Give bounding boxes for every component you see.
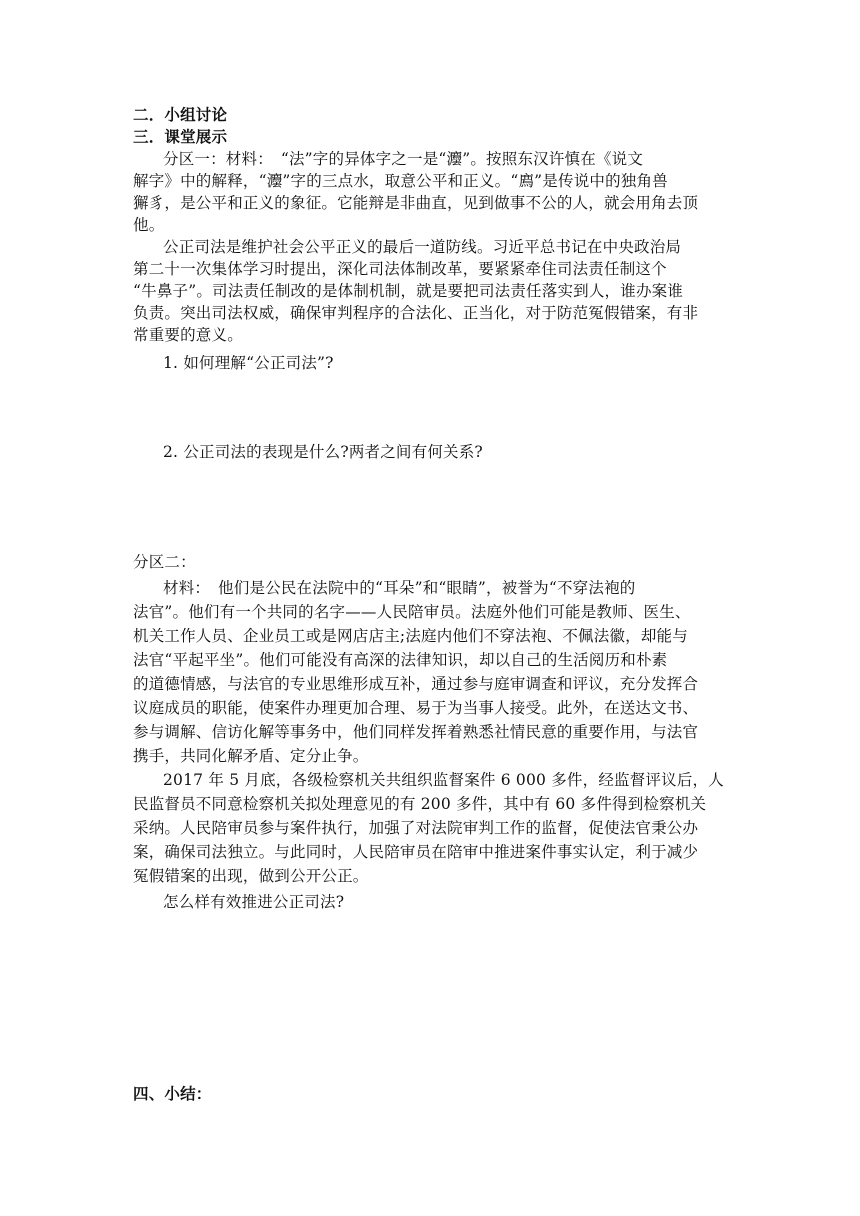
zone2-line: 议庭成员的职能，使案件办理更加合理、易于为当事人接受。此外，在送达文书、 (133, 699, 699, 717)
zone1-line: 负责。突出司法权威，确保审判程序的合法化、正当化，对于防范冤假错案，有非 (133, 304, 699, 322)
zone2-line: 的道德情感，与法官的专业思维形成互补，通过参与庭审调查和评议，充分发挥合 (133, 675, 699, 693)
zone1-line: 獬豸，是公平和正义的象征。它能辩是非曲直，见到做事不公的人，就会用角去顶 (133, 194, 699, 212)
zone1-line: 他。 (133, 216, 165, 234)
zone2-line: 材料： 他们是公民在法院中的“耳朵”和“眼睛”，被誉为“不穿法袍的 (163, 579, 636, 597)
zone2-line: 民监督员不同意检察机关拟处理意见的有 200 多件，其中有 60 多件得到检察机关 (133, 795, 707, 813)
zone2-line: 法官“平起平坐”。他们可能没有高深的法律知识，却以自己的生活阅历和朴素 (133, 651, 668, 669)
zone2-line: 采纳。人民陪审员参与案件执行，加强了对法院审判工作的监督，促使法官秉公办 (133, 819, 699, 837)
zone1-line: 公正司法是维护社会公平正义的最后一道防线。习近平总书记在中央政治局 (163, 238, 682, 256)
zone2-question: 怎么样有效推进公正司法? (163, 893, 345, 911)
heading-class-presentation: 三．课堂展示 (133, 128, 228, 146)
zone1-line: “牛鼻子”。司法责任制改的是体制机制，就是要把司法责任落实到人，谁办案谁 (133, 282, 684, 300)
question-2: 2. 公正司法的表现是什么?两者之间有何关系? (163, 443, 483, 461)
heading-group-discussion: 二．小组讨论 (133, 106, 228, 124)
question-1: 1. 如何理解“公正司法”? (163, 354, 334, 372)
zone1-line: 解字》中的解释，“灋”字的三点水，取意公平和正义。“廌”是传说中的独角兽 (133, 172, 668, 190)
zone2-line: 参与调解、信访化解等事务中，他们同样发挥着熟悉社情民意的重要作用，与法官 (133, 723, 699, 741)
zone2-line: 法官”。他们有一个共同的名字——人民陪审员。法庭外他们可能是教师、医生、 (133, 603, 691, 621)
zone2-line: 2017 年 5 月底，各级检察机关共组织监督案件 6 000 多件，经监督评议后，人 (163, 771, 724, 789)
zone2-line: 携手，共同化解矛盾、定分止争。 (133, 747, 369, 765)
zone1-line: 第二十一次集体学习时提出，深化司法体制改革，要紧紧牵住司法责任制这个 (133, 260, 667, 278)
heading-summary: 四、小结： (133, 1085, 212, 1103)
zone2-line: 机关工作人员、企业员工或是网店店主;法庭内他们不穿法袍、不佩法徽，却能与 (133, 627, 688, 645)
zone2-line: 冤假错案的出现，做到公开公正。 (133, 867, 369, 885)
zone1-line: 分区一：材料： “法”字的异体字之一是“灋”。按照东汉许慎在《说文 (163, 150, 644, 168)
zone1-line: 常重要的意义。 (133, 326, 243, 344)
zone2-line: 案，确保司法独立。与此同时，人民陪审员在陪审中推进案件事实认定，利于减少 (133, 843, 699, 861)
zone2-label: 分区二： (133, 553, 196, 571)
